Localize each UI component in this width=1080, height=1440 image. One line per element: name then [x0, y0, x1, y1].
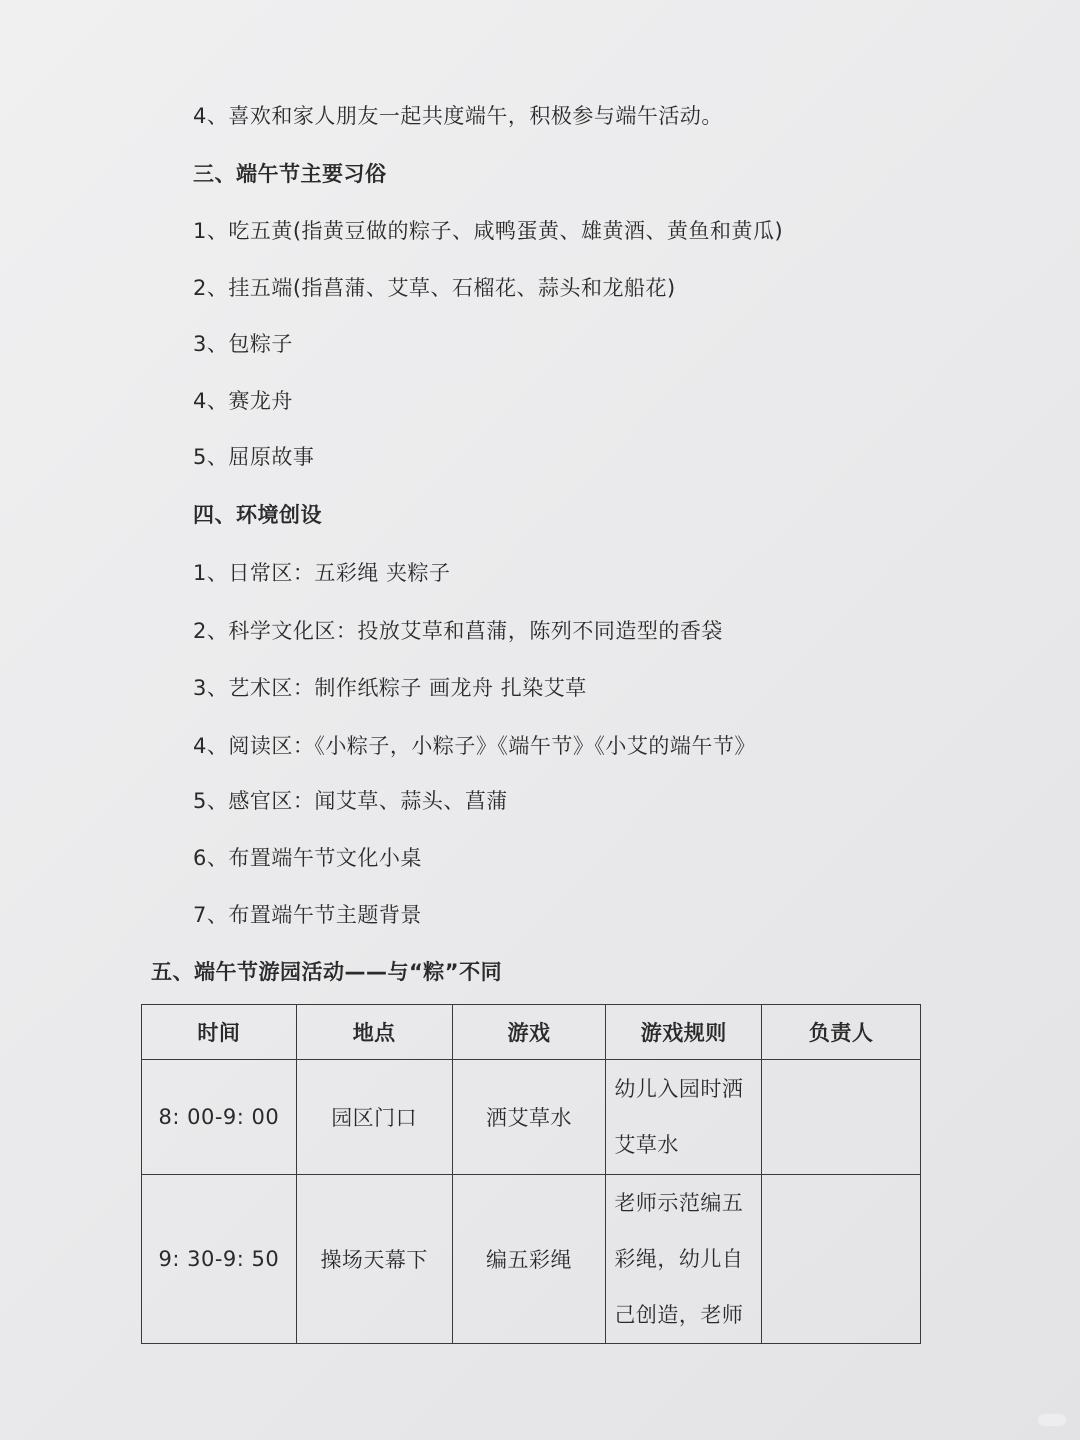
rule-line: 老师示范编五	[614, 1191, 744, 1215]
environment-item-4: 4、阅读区：《小粽子，小粽子》《端午节》《小艾的端午节》	[193, 734, 756, 758]
custom-item-4: 4、赛龙舟	[193, 389, 293, 413]
environment-item-5: 5、感官区：闻艾草、蒜头、菖蒲	[193, 789, 508, 813]
header-time: 时间	[142, 1005, 297, 1060]
table-row	[142, 1060, 921, 1175]
cell-time: 8: 00-9: 00	[142, 1060, 297, 1175]
header-owner: 负责人	[762, 1005, 921, 1060]
custom-item-3: 3、包粽子	[193, 332, 293, 356]
cell-game: 编五彩绳	[452, 1175, 606, 1344]
activity-schedule-table	[141, 1004, 921, 1344]
environment-item-6: 6、布置端午节文化小桌	[193, 846, 422, 870]
environment-item-1: 1、日常区：五彩绳 夹粽子	[193, 561, 451, 585]
rule-line: 彩绳，幼儿自	[614, 1247, 744, 1271]
cell-rule	[606, 1060, 762, 1175]
header-place: 地点	[296, 1005, 452, 1060]
table-row	[142, 1175, 921, 1344]
cell-owner	[762, 1175, 921, 1344]
section-heading-garden-activity: 五、端午节游园活动——与“粽”不同	[151, 960, 503, 984]
table-header-row	[142, 1005, 921, 1060]
cell-game: 洒艾草水	[452, 1060, 606, 1175]
rule-line: 艾草水	[614, 1133, 679, 1157]
environment-item-3: 3、艺术区：制作纸粽子 画龙舟 扎染艾草	[193, 676, 587, 700]
header-rule: 游戏规则	[606, 1005, 762, 1060]
header-game: 游戏	[452, 1005, 606, 1060]
section-heading-environment: 四、环境创设	[193, 503, 322, 527]
corner-watermark	[1038, 1414, 1066, 1426]
cell-rule	[606, 1175, 762, 1344]
custom-item-1: 1、吃五黄(指黄豆做的粽子、咸鸭蛋黄、雄黄酒、黄鱼和黄瓜)	[193, 219, 784, 243]
environment-item-2: 2、科学文化区：投放艾草和菖蒲，陈列不同造型的香袋	[193, 619, 723, 643]
goal-item-4: 4、喜欢和家人朋友一起共度端午，积极参与端午活动。	[193, 104, 723, 128]
rule-line: 幼儿入园时洒	[614, 1077, 744, 1101]
custom-item-2: 2、挂五端(指菖蒲、艾草、石榴花、蒜头和龙船花)	[193, 276, 676, 300]
section-heading-customs: 三、端午节主要习俗	[193, 162, 387, 186]
rule-line: 己创造，老师	[614, 1303, 744, 1327]
custom-item-5: 5、屈原故事	[193, 445, 315, 469]
cell-place: 园区门口	[296, 1060, 452, 1175]
cell-owner	[762, 1060, 921, 1175]
environment-item-7: 7、布置端午节主题背景	[193, 903, 422, 927]
cell-place: 操场天幕下	[296, 1175, 452, 1344]
cell-time: 9: 30-9: 50	[142, 1175, 297, 1344]
